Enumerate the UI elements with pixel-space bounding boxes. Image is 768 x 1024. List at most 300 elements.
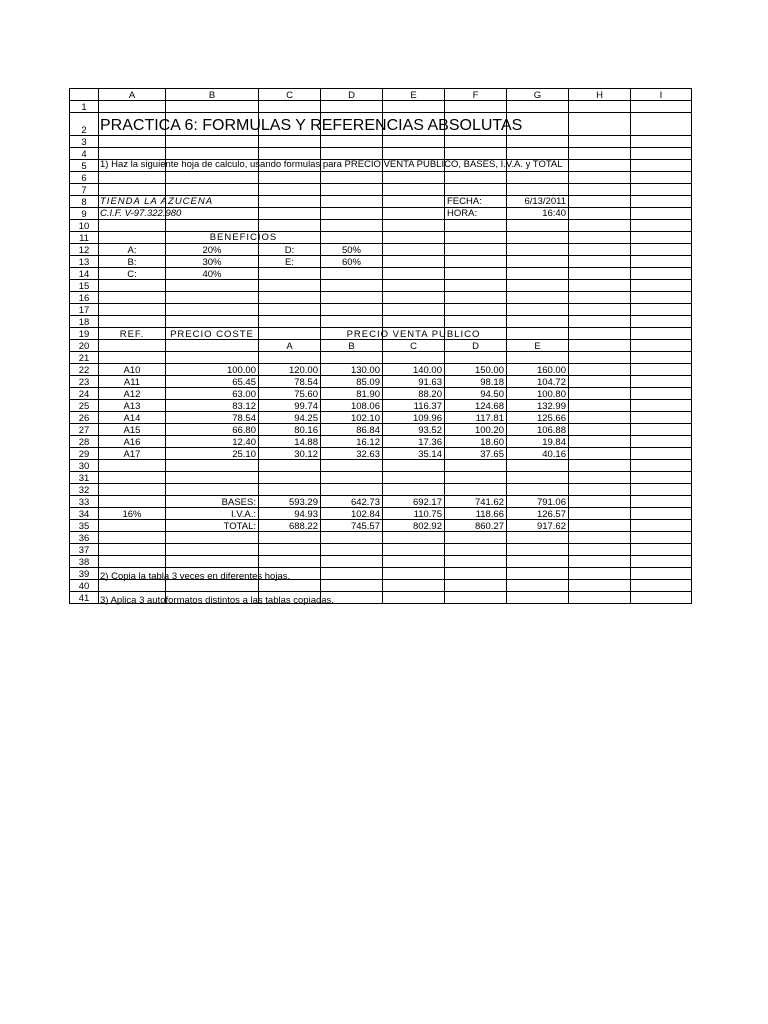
product-value[interactable]: 32.63 bbox=[321, 448, 383, 460]
cell[interactable] bbox=[99, 304, 166, 316]
cell[interactable] bbox=[383, 256, 445, 268]
cell[interactable] bbox=[445, 532, 507, 544]
product-value[interactable]: 63.00 bbox=[166, 388, 259, 400]
cell[interactable] bbox=[631, 592, 692, 604]
cell[interactable] bbox=[166, 460, 259, 472]
cell[interactable] bbox=[569, 448, 631, 460]
cell[interactable] bbox=[569, 376, 631, 388]
row-number[interactable]: 18 bbox=[70, 316, 99, 328]
cell[interactable] bbox=[569, 580, 631, 592]
cell[interactable] bbox=[383, 220, 445, 232]
cell[interactable] bbox=[507, 352, 569, 364]
cell[interactable] bbox=[259, 472, 321, 484]
cell[interactable] bbox=[445, 184, 507, 196]
beneficio-label[interactable]: E: bbox=[259, 256, 321, 268]
beneficio-value[interactable]: 60% bbox=[321, 256, 383, 268]
product-value[interactable]: 93.52 bbox=[383, 424, 445, 436]
total-value[interactable]: 688.22 bbox=[259, 520, 321, 532]
cell[interactable] bbox=[569, 544, 631, 556]
product-value[interactable]: 83.12 bbox=[166, 400, 259, 412]
cell[interactable] bbox=[631, 220, 692, 232]
cell[interactable] bbox=[445, 148, 507, 160]
cell[interactable] bbox=[383, 184, 445, 196]
cell[interactable] bbox=[631, 448, 692, 460]
cell[interactable] bbox=[383, 172, 445, 184]
iva-value[interactable]: 94.93 bbox=[259, 508, 321, 520]
cell[interactable] bbox=[631, 340, 692, 352]
cell[interactable] bbox=[99, 472, 166, 484]
product-value[interactable]: 88.20 bbox=[383, 388, 445, 400]
iva-rate[interactable]: 16% bbox=[99, 508, 166, 520]
row-number[interactable]: 25 bbox=[70, 400, 99, 412]
cell[interactable] bbox=[631, 484, 692, 496]
row-number[interactable]: 37 bbox=[70, 544, 99, 556]
cell[interactable] bbox=[631, 436, 692, 448]
cell[interactable] bbox=[321, 316, 383, 328]
column-header[interactable]: C bbox=[259, 89, 321, 101]
cell[interactable] bbox=[259, 196, 321, 208]
cell[interactable] bbox=[321, 460, 383, 472]
cell[interactable] bbox=[569, 172, 631, 184]
cell[interactable] bbox=[321, 184, 383, 196]
cell[interactable] bbox=[99, 340, 166, 352]
product-value[interactable]: 37.65 bbox=[445, 448, 507, 460]
cell[interactable] bbox=[445, 580, 507, 592]
cell[interactable] bbox=[99, 232, 166, 244]
cell[interactable] bbox=[631, 520, 692, 532]
cell[interactable] bbox=[321, 484, 383, 496]
cell[interactable] bbox=[99, 556, 166, 568]
product-value[interactable]: 124.68 bbox=[445, 400, 507, 412]
cell[interactable] bbox=[166, 352, 259, 364]
column-header[interactable]: E bbox=[383, 89, 445, 101]
cell[interactable] bbox=[99, 496, 166, 508]
product-value[interactable]: 81.90 bbox=[321, 388, 383, 400]
cell[interactable] bbox=[631, 316, 692, 328]
cell[interactable] bbox=[569, 388, 631, 400]
cell[interactable] bbox=[569, 148, 631, 160]
cell[interactable] bbox=[445, 172, 507, 184]
bases-label[interactable]: BASES: bbox=[166, 496, 259, 508]
product-value[interactable]: 17.36 bbox=[383, 436, 445, 448]
product-value[interactable]: 16.12 bbox=[321, 436, 383, 448]
cell[interactable] bbox=[166, 220, 259, 232]
row-number[interactable]: 9 bbox=[70, 208, 99, 220]
product-value[interactable]: 150.00 bbox=[445, 364, 507, 376]
cell[interactable] bbox=[569, 101, 631, 113]
pvp-col-header[interactable]: E bbox=[507, 340, 569, 352]
cell[interactable] bbox=[507, 172, 569, 184]
cell[interactable] bbox=[445, 244, 507, 256]
cell[interactable] bbox=[383, 352, 445, 364]
beneficio-label[interactable]: D: bbox=[259, 244, 321, 256]
beneficio-value[interactable]: 20% bbox=[166, 244, 259, 256]
cell[interactable] bbox=[321, 172, 383, 184]
cell[interactable] bbox=[569, 244, 631, 256]
row-number[interactable]: 15 bbox=[70, 280, 99, 292]
column-header[interactable]: I bbox=[631, 89, 692, 101]
product-ref[interactable]: A10 bbox=[99, 364, 166, 376]
product-value[interactable]: 78.54 bbox=[166, 412, 259, 424]
cell[interactable] bbox=[383, 268, 445, 280]
cell[interactable] bbox=[259, 352, 321, 364]
cell[interactable] bbox=[383, 136, 445, 148]
iva-value[interactable]: 110.75 bbox=[383, 508, 445, 520]
cell[interactable] bbox=[321, 532, 383, 544]
cell[interactable] bbox=[569, 136, 631, 148]
cell[interactable] bbox=[259, 556, 321, 568]
cell[interactable] bbox=[631, 508, 692, 520]
cell[interactable] bbox=[383, 304, 445, 316]
cell[interactable] bbox=[259, 484, 321, 496]
cell[interactable] bbox=[166, 148, 259, 160]
cell[interactable] bbox=[321, 232, 383, 244]
product-value[interactable]: 94.50 bbox=[445, 388, 507, 400]
cell[interactable] bbox=[445, 101, 507, 113]
cell[interactable] bbox=[99, 292, 166, 304]
cell[interactable] bbox=[166, 532, 259, 544]
cell[interactable] bbox=[631, 196, 692, 208]
product-value[interactable]: 132.99 bbox=[507, 400, 569, 412]
cell[interactable] bbox=[631, 424, 692, 436]
bases-value[interactable]: 741.62 bbox=[445, 496, 507, 508]
cell[interactable] bbox=[259, 316, 321, 328]
cell[interactable] bbox=[507, 101, 569, 113]
row-number[interactable]: 28 bbox=[70, 436, 99, 448]
product-value[interactable]: 100.20 bbox=[445, 424, 507, 436]
cell[interactable] bbox=[507, 136, 569, 148]
cell[interactable] bbox=[166, 340, 259, 352]
cell[interactable] bbox=[99, 172, 166, 184]
cell[interactable] bbox=[631, 184, 692, 196]
row-number[interactable]: 34 bbox=[70, 508, 99, 520]
cell[interactable] bbox=[631, 304, 692, 316]
cell[interactable] bbox=[166, 292, 259, 304]
cell[interactable] bbox=[445, 280, 507, 292]
row-number[interactable]: 36 bbox=[70, 532, 99, 544]
cell[interactable] bbox=[507, 592, 569, 604]
cell[interactable] bbox=[259, 280, 321, 292]
cell[interactable] bbox=[569, 508, 631, 520]
cell[interactable] bbox=[383, 196, 445, 208]
row-number[interactable]: 19 bbox=[70, 328, 99, 340]
product-value[interactable]: 102.10 bbox=[321, 412, 383, 424]
row-number[interactable]: 23 bbox=[70, 376, 99, 388]
cell[interactable] bbox=[569, 340, 631, 352]
cell[interactable] bbox=[321, 568, 383, 580]
row-number[interactable]: 24 bbox=[70, 388, 99, 400]
beneficio-label[interactable]: C: bbox=[99, 268, 166, 280]
cell[interactable] bbox=[569, 352, 631, 364]
cell[interactable] bbox=[99, 520, 166, 532]
product-value[interactable]: 98.18 bbox=[445, 376, 507, 388]
product-value[interactable]: 109.96 bbox=[383, 412, 445, 424]
cell[interactable] bbox=[507, 184, 569, 196]
column-header[interactable]: H bbox=[569, 89, 631, 101]
cell[interactable] bbox=[99, 544, 166, 556]
cell[interactable] bbox=[99, 136, 166, 148]
cell[interactable] bbox=[99, 352, 166, 364]
cell[interactable] bbox=[99, 484, 166, 496]
cell[interactable] bbox=[569, 208, 631, 220]
cell[interactable] bbox=[507, 220, 569, 232]
product-value[interactable]: 160.00 bbox=[507, 364, 569, 376]
cell[interactable] bbox=[259, 304, 321, 316]
cell[interactable] bbox=[445, 568, 507, 580]
cell[interactable] bbox=[631, 364, 692, 376]
product-value[interactable]: 117.81 bbox=[445, 412, 507, 424]
row-number[interactable]: 1 bbox=[70, 101, 99, 113]
cell[interactable] bbox=[259, 136, 321, 148]
cell[interactable] bbox=[631, 568, 692, 580]
row-number[interactable]: 29 bbox=[70, 448, 99, 460]
cell[interactable] bbox=[631, 160, 692, 172]
cell[interactable] bbox=[166, 172, 259, 184]
cell[interactable] bbox=[507, 484, 569, 496]
cell[interactable] bbox=[631, 113, 692, 136]
cell[interactable] bbox=[631, 412, 692, 424]
cell[interactable] bbox=[321, 304, 383, 316]
cell[interactable] bbox=[569, 412, 631, 424]
cell[interactable] bbox=[569, 460, 631, 472]
product-value[interactable]: 14.88 bbox=[259, 436, 321, 448]
cell[interactable] bbox=[507, 292, 569, 304]
row-number[interactable]: 2 bbox=[70, 113, 99, 136]
cell[interactable] bbox=[383, 532, 445, 544]
pvp-col-header[interactable]: B bbox=[321, 340, 383, 352]
cell[interactable] bbox=[569, 232, 631, 244]
cell[interactable] bbox=[259, 184, 321, 196]
cell[interactable] bbox=[259, 460, 321, 472]
cell[interactable] bbox=[383, 208, 445, 220]
product-value[interactable]: 40.16 bbox=[507, 448, 569, 460]
total-label[interactable]: TOTAL: bbox=[166, 520, 259, 532]
cell[interactable] bbox=[569, 196, 631, 208]
iva-value[interactable]: 118.66 bbox=[445, 508, 507, 520]
row-number[interactable]: 32 bbox=[70, 484, 99, 496]
bases-value[interactable]: 692.17 bbox=[383, 496, 445, 508]
product-value[interactable]: 30.12 bbox=[259, 448, 321, 460]
row-number[interactable]: 3 bbox=[70, 136, 99, 148]
cell[interactable] bbox=[569, 484, 631, 496]
cell[interactable] bbox=[569, 532, 631, 544]
cell[interactable] bbox=[507, 460, 569, 472]
cell[interactable] bbox=[445, 304, 507, 316]
cell[interactable] bbox=[507, 580, 569, 592]
column-header[interactable]: F bbox=[445, 89, 507, 101]
cell[interactable] bbox=[383, 592, 445, 604]
cell[interactable] bbox=[569, 220, 631, 232]
cell[interactable] bbox=[445, 136, 507, 148]
cell[interactable] bbox=[569, 316, 631, 328]
cell[interactable] bbox=[631, 328, 692, 340]
product-value[interactable]: 78.54 bbox=[259, 376, 321, 388]
total-value[interactable]: 802.92 bbox=[383, 520, 445, 532]
cell[interactable] bbox=[569, 113, 631, 136]
cell[interactable] bbox=[569, 496, 631, 508]
cell[interactable] bbox=[166, 280, 259, 292]
cell[interactable] bbox=[166, 544, 259, 556]
row-number[interactable]: 40 bbox=[70, 580, 99, 592]
column-header[interactable]: A bbox=[99, 89, 166, 101]
cell[interactable] bbox=[259, 148, 321, 160]
product-value[interactable]: 104.72 bbox=[507, 376, 569, 388]
cell[interactable] bbox=[569, 424, 631, 436]
cell[interactable] bbox=[166, 484, 259, 496]
cell[interactable] bbox=[99, 148, 166, 160]
bases-value[interactable]: 791.06 bbox=[507, 496, 569, 508]
row-number[interactable]: 33 bbox=[70, 496, 99, 508]
cell[interactable] bbox=[383, 148, 445, 160]
cell[interactable] bbox=[166, 304, 259, 316]
product-value[interactable]: 66.80 bbox=[166, 424, 259, 436]
row-number[interactable]: 7 bbox=[70, 184, 99, 196]
cell[interactable] bbox=[383, 232, 445, 244]
row-number[interactable]: 8 bbox=[70, 196, 99, 208]
cell[interactable] bbox=[321, 208, 383, 220]
cell[interactable] bbox=[321, 544, 383, 556]
row-number[interactable]: 5 bbox=[70, 160, 99, 172]
iva-label[interactable]: I.V.A.: bbox=[166, 508, 259, 520]
cell[interactable] bbox=[631, 580, 692, 592]
product-value[interactable]: 125.66 bbox=[507, 412, 569, 424]
cell[interactable] bbox=[569, 328, 631, 340]
product-value[interactable]: 116.37 bbox=[383, 400, 445, 412]
cell[interactable] bbox=[569, 568, 631, 580]
cell[interactable] bbox=[445, 268, 507, 280]
cell[interactable] bbox=[383, 568, 445, 580]
row-number[interactable]: 27 bbox=[70, 424, 99, 436]
cell[interactable] bbox=[321, 101, 383, 113]
cell[interactable] bbox=[383, 544, 445, 556]
cell[interactable] bbox=[631, 244, 692, 256]
cell[interactable] bbox=[569, 268, 631, 280]
product-value[interactable]: 75.60 bbox=[259, 388, 321, 400]
row-number[interactable]: 6 bbox=[70, 172, 99, 184]
row-number[interactable]: 20 bbox=[70, 340, 99, 352]
column-header[interactable]: D bbox=[321, 89, 383, 101]
cell[interactable] bbox=[569, 364, 631, 376]
cell[interactable] bbox=[631, 172, 692, 184]
cell[interactable] bbox=[507, 148, 569, 160]
cell[interactable] bbox=[383, 316, 445, 328]
product-value[interactable]: 100.80 bbox=[507, 388, 569, 400]
cell[interactable] bbox=[445, 544, 507, 556]
cell[interactable] bbox=[445, 484, 507, 496]
product-value[interactable]: 35.14 bbox=[383, 448, 445, 460]
cell[interactable] bbox=[259, 532, 321, 544]
cell[interactable] bbox=[321, 352, 383, 364]
column-header[interactable]: G bbox=[507, 89, 569, 101]
cell[interactable] bbox=[383, 244, 445, 256]
iva-value[interactable]: 102.84 bbox=[321, 508, 383, 520]
bases-value[interactable]: 593.29 bbox=[259, 496, 321, 508]
product-value[interactable]: 94.25 bbox=[259, 412, 321, 424]
cell[interactable] bbox=[166, 136, 259, 148]
cell[interactable] bbox=[445, 316, 507, 328]
cell[interactable] bbox=[631, 472, 692, 484]
product-value[interactable]: 130.00 bbox=[321, 364, 383, 376]
bases-value[interactable]: 642.73 bbox=[321, 496, 383, 508]
cell[interactable] bbox=[259, 292, 321, 304]
cell[interactable] bbox=[259, 172, 321, 184]
cell[interactable] bbox=[631, 556, 692, 568]
cell[interactable] bbox=[631, 460, 692, 472]
beneficio-value[interactable]: 50% bbox=[321, 244, 383, 256]
cell[interactable] bbox=[507, 280, 569, 292]
row-number[interactable]: 11 bbox=[70, 232, 99, 244]
product-ref[interactable]: A16 bbox=[99, 436, 166, 448]
row-number[interactable]: 10 bbox=[70, 220, 99, 232]
cell[interactable] bbox=[321, 280, 383, 292]
product-value[interactable]: 85.09 bbox=[321, 376, 383, 388]
cell[interactable] bbox=[569, 472, 631, 484]
column-header[interactable]: B bbox=[166, 89, 259, 101]
product-value[interactable]: 120.00 bbox=[259, 364, 321, 376]
cell[interactable] bbox=[383, 580, 445, 592]
iva-value[interactable]: 126.57 bbox=[507, 508, 569, 520]
cell[interactable] bbox=[383, 484, 445, 496]
row-number[interactable]: 30 bbox=[70, 460, 99, 472]
cell[interactable] bbox=[99, 316, 166, 328]
cell[interactable] bbox=[445, 232, 507, 244]
cell[interactable] bbox=[321, 196, 383, 208]
cell[interactable] bbox=[99, 532, 166, 544]
cell[interactable] bbox=[631, 136, 692, 148]
product-value[interactable]: 108.06 bbox=[321, 400, 383, 412]
cell[interactable] bbox=[321, 580, 383, 592]
row-number[interactable]: 21 bbox=[70, 352, 99, 364]
row-number[interactable]: 38 bbox=[70, 556, 99, 568]
cell[interactable] bbox=[166, 556, 259, 568]
cell[interactable] bbox=[445, 472, 507, 484]
cell[interactable] bbox=[507, 244, 569, 256]
cell[interactable] bbox=[445, 220, 507, 232]
product-value[interactable]: 100.00 bbox=[166, 364, 259, 376]
cell[interactable] bbox=[99, 280, 166, 292]
row-number[interactable]: 35 bbox=[70, 520, 99, 532]
cell[interactable] bbox=[259, 220, 321, 232]
product-ref[interactable]: A15 bbox=[99, 424, 166, 436]
cell[interactable] bbox=[321, 292, 383, 304]
cell[interactable] bbox=[99, 220, 166, 232]
product-ref[interactable]: A11 bbox=[99, 376, 166, 388]
cell[interactable] bbox=[631, 376, 692, 388]
row-number[interactable]: 26 bbox=[70, 412, 99, 424]
product-ref[interactable]: A13 bbox=[99, 400, 166, 412]
cell[interactable] bbox=[166, 316, 259, 328]
cell[interactable] bbox=[507, 568, 569, 580]
product-value[interactable]: 106.88 bbox=[507, 424, 569, 436]
cell[interactable] bbox=[631, 388, 692, 400]
product-ref[interactable]: A17 bbox=[99, 448, 166, 460]
cell[interactable] bbox=[631, 232, 692, 244]
cell[interactable] bbox=[569, 160, 631, 172]
row-number[interactable]: 16 bbox=[70, 292, 99, 304]
cell[interactable] bbox=[259, 101, 321, 113]
cell[interactable] bbox=[631, 400, 692, 412]
cell[interactable] bbox=[631, 532, 692, 544]
product-value[interactable]: 91.63 bbox=[383, 376, 445, 388]
cell[interactable] bbox=[259, 544, 321, 556]
cell[interactable] bbox=[445, 460, 507, 472]
cell[interactable] bbox=[321, 472, 383, 484]
product-value[interactable]: 140.00 bbox=[383, 364, 445, 376]
row-number[interactable]: 41 bbox=[70, 592, 99, 604]
cell[interactable] bbox=[631, 292, 692, 304]
cell[interactable] bbox=[631, 208, 692, 220]
product-value[interactable]: 65.45 bbox=[166, 376, 259, 388]
